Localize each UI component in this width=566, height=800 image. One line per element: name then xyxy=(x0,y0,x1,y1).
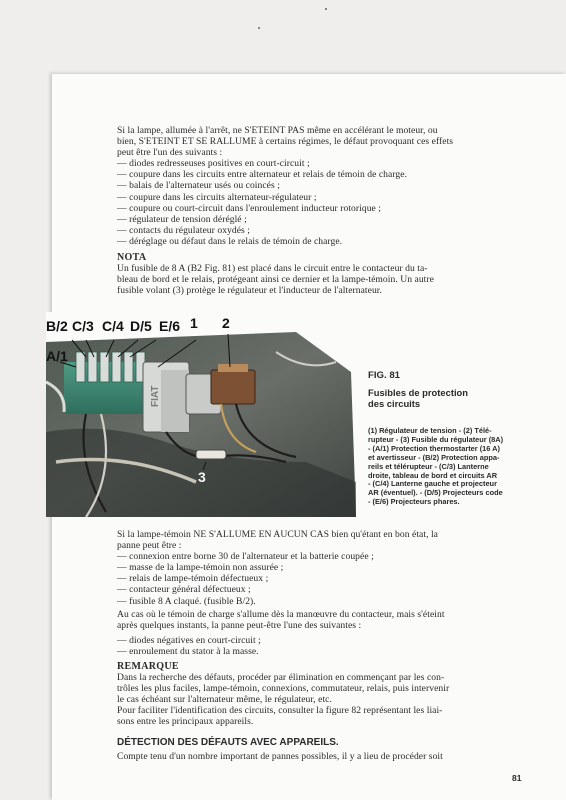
speck xyxy=(258,27,260,29)
section-heading: DÉTECTION DES DÉFAUTS AVEC APPAREILS. xyxy=(117,737,339,748)
paragraph-lamp-never-on: Si la lampe-témoin NE S'ALLUME EN AUCUN CAS bien qu'étant en bon état, la panne peut être : — connexion entre borne 30 de l'alternateur et la batterie coupée ; — masse de la lampe-témoin non assurée ; — relais de lampe-témoin défectueux ; — contacteur général défectueux ; — fusible 8 A claqué. (fusible B/2). xyxy=(117,529,438,607)
paragraph-detection: Compte tenu d'un nombre important de pannes possibles, il y a lieu de procéder soit xyxy=(117,751,443,762)
label-a1: A/1 xyxy=(46,348,68,364)
label-1: 1 xyxy=(190,315,198,331)
note-heading: NOTA xyxy=(117,252,147,263)
label-3: 3 xyxy=(198,469,206,485)
paragraph-lamp-goes-out: Au cas où le témoin de charge s'allume dès la manœuvre du contacteur, mais s'éteint après quelques instants, la panne peut-être l'une des suivantes : — diodes négatives en court-circuit ; — enroulement du stator à la masse. xyxy=(117,609,445,658)
label-c4: C/4 xyxy=(102,318,124,334)
label-b2: B/2 xyxy=(46,318,68,334)
teleruptor xyxy=(211,370,255,404)
page-number: 81 xyxy=(512,773,522,783)
remark-heading: REMARQUE xyxy=(117,661,179,672)
speck xyxy=(325,8,327,10)
fuse-box-photo xyxy=(46,312,356,517)
label-2: 2 xyxy=(222,315,230,331)
label-c3: C/3 xyxy=(72,318,94,334)
paragraph-note: Un fusible de 8 A (B2 Fig. 81) est placé dans le circuit entre le contacteur du ta- bleau de bord et le relais, protégeant ainsi ce dernier et la lampe-témoin. Un autre fusible volant (3) protège le régulateur et l'inducteur de l'alternateur. xyxy=(117,263,434,297)
figure-caption: Fusibles de protection des circuits xyxy=(368,387,469,409)
label-d5: D/5 xyxy=(130,318,152,334)
figure-legend: (1) Régulateur de tension - (2) Télé- rupteur - (3) Fusible du régulateur (8A) - (A/1) Protection thermostarter (16 A) et avertisseur - (B/2) Protection appa- reils et télérupteur - (C/3) Lanterne droite, tableau de bord et circuits AR - (C/4) Lanterne gauche et projecteur AR (éventuel). - (D/5) Projecteurs code - (E/6) Projecteurs phares. xyxy=(368,426,504,507)
paragraph-remark: Dans la recherche des défauts, procéder par élimination en commençant par les con- trôles les plus faciles, lampe-témoin, connexions, commutateur, relais, puis intervenir le cas échéant sur l'alternateur même, le régulateur, etc. Pour faciliter l'identification des circuits, consulter la figure 82 représentant les liai- sons entre les principaux appareils. xyxy=(117,672,450,728)
fiat-stamp: FIAT xyxy=(150,385,161,407)
label-e6: E/6 xyxy=(159,318,181,334)
figure-title: FIG. 81 xyxy=(368,370,400,381)
fuse-3 xyxy=(196,450,226,459)
paragraph-lamp-not-off: Si la lampe, allumée à l'arrêt, ne S'ETEINT PAS même en accélérant le moteur, ou bien, S'ETEINT ET SE RALLUME à certains régimes, le défaut provoquant ces effets peut être l'un des suivants : — diodes redresseuses positives en court-circuit ; — coupure dans les circuits entre alternateur et relais de témoin de charge. — balais de l'alternateur usés ou coincés ; — coupure dans les circuits alternateur-régulateur ; — coupure ou court-circuit dans l'enroulement inducteur rotorique ; — régulateur de tension déréglé ; — contacts du régulateur oxydés ; — déréglage ou défaut dans le relais de témoin de charge. xyxy=(117,125,454,247)
